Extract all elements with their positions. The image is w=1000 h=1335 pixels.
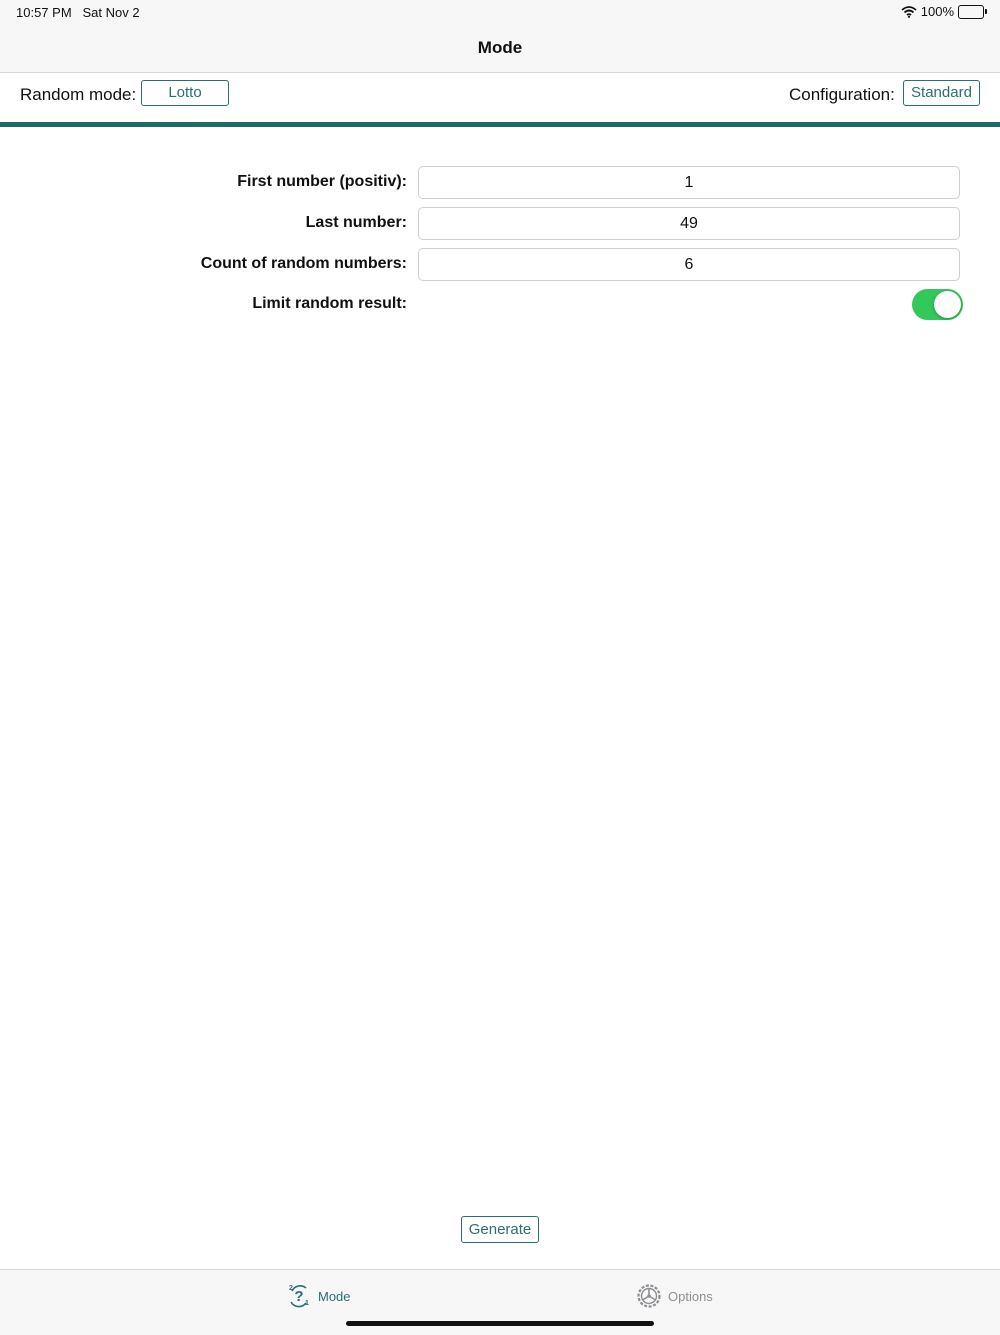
navigation-bar xyxy=(0,26,1000,73)
accent-divider xyxy=(0,122,1000,127)
tab-options-label: Options xyxy=(668,1288,713,1304)
random-mode-label: Random mode: xyxy=(20,85,137,104)
generate-button[interactable]: Generate xyxy=(461,1216,539,1243)
configuration-label: Configuration: xyxy=(789,85,895,104)
first-number-label: First number (positiv): xyxy=(237,173,407,190)
svg-text:1: 1 xyxy=(305,1300,309,1307)
tab-options[interactable] xyxy=(636,1283,713,1309)
page-title: Mode xyxy=(477,38,523,57)
random-mode-icon xyxy=(286,1283,312,1309)
battery-percent: 100% xyxy=(920,4,954,19)
last-number-label: Last number: xyxy=(305,214,407,231)
toggle-knob xyxy=(934,291,961,318)
limit-result-toggle[interactable] xyxy=(912,289,963,320)
status-clock xyxy=(16,5,140,20)
last-number-field[interactable] xyxy=(418,207,960,240)
status-time: 10:57 PM xyxy=(16,5,72,20)
first-number-field[interactable] xyxy=(418,166,960,199)
svg-text:2: 2 xyxy=(289,1285,293,1292)
count-field[interactable] xyxy=(418,248,960,281)
wifi-icon xyxy=(901,6,917,18)
gear-icon xyxy=(636,1283,662,1309)
svg-text:?: ? xyxy=(294,1288,304,1305)
configuration-button[interactable]: Standard xyxy=(903,80,980,106)
tab-mode[interactable] xyxy=(286,1283,351,1309)
count-label: Count of random numbers: xyxy=(200,255,407,272)
status-indicators xyxy=(901,4,984,19)
home-indicator xyxy=(346,1321,654,1326)
random-mode-button[interactable]: Lotto xyxy=(141,80,229,106)
battery-icon xyxy=(958,5,984,19)
status-bar xyxy=(0,0,1000,26)
limit-result-label: Limit random result: xyxy=(252,295,407,312)
tab-mode-label: Mode xyxy=(318,1288,351,1304)
status-date: Sat Nov 2 xyxy=(82,5,140,20)
